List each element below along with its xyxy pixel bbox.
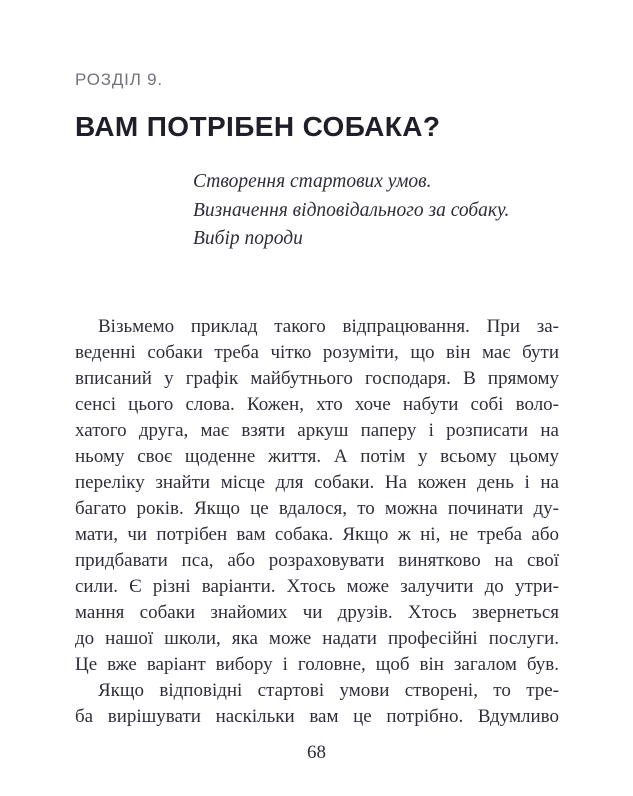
body-line: переліку знайти місце для собаки. На кожен день і на [75, 472, 559, 493]
body-line: сили. Є різні варіанти. Хтось може залучити до утри- [75, 576, 559, 597]
epigraph-line: Вибір породи [193, 228, 303, 249]
body-line: мати, чи потрібен вам собака. Якщо ж ні, не треба або [75, 524, 559, 545]
body-line: ньому своє щоденне життя. А потім у всьому цьому [75, 446, 559, 467]
chapter-title: ВАМ ПОТРІБЕН СОБАКА? [75, 111, 441, 142]
page-number: 68 [307, 742, 326, 763]
body-line: до нашої школи, яка може надати професійні послуги. [75, 628, 559, 649]
body-line: Візьмемо приклад такого відпрацювання. При за- [98, 316, 559, 337]
body-line: Це вже варіант вибору і головне, щоб він загалом був. [75, 654, 559, 675]
body-line: Якщо відповідні стартові умови створені, то тре- [98, 680, 559, 701]
body-line: хатого друга, має взяти аркуш паперу і розписати на [75, 420, 559, 441]
body-line: сенсі цього слова. Кожен, хто хоче набути собі воло- [75, 394, 559, 415]
chapter-kicker: РОЗДІЛ 9. [75, 70, 163, 89]
body-line: вписаний у графік майбутнього господаря. В прямому [75, 368, 559, 389]
epigraph [193, 168, 509, 254]
body-line: мання собаки знайомих чи друзів. Хтось звернеться [75, 602, 559, 623]
body-line: ба вирішувати наскільки вам це потрібно. Вдумливо [75, 706, 559, 727]
epigraph-line: Визначення відповідального за собаку. [193, 199, 510, 221]
body-line: веденні собаки треба чітко розуміти, що він має бути [75, 342, 559, 363]
body-line: багато років. Якщо це вдалося, то можна починати ду- [75, 498, 559, 519]
body-line: придбавати пса, або розраховувати винятково на свої [75, 550, 559, 571]
epigraph-line: Створення стартових умов. [193, 171, 432, 192]
body-text [75, 314, 559, 730]
